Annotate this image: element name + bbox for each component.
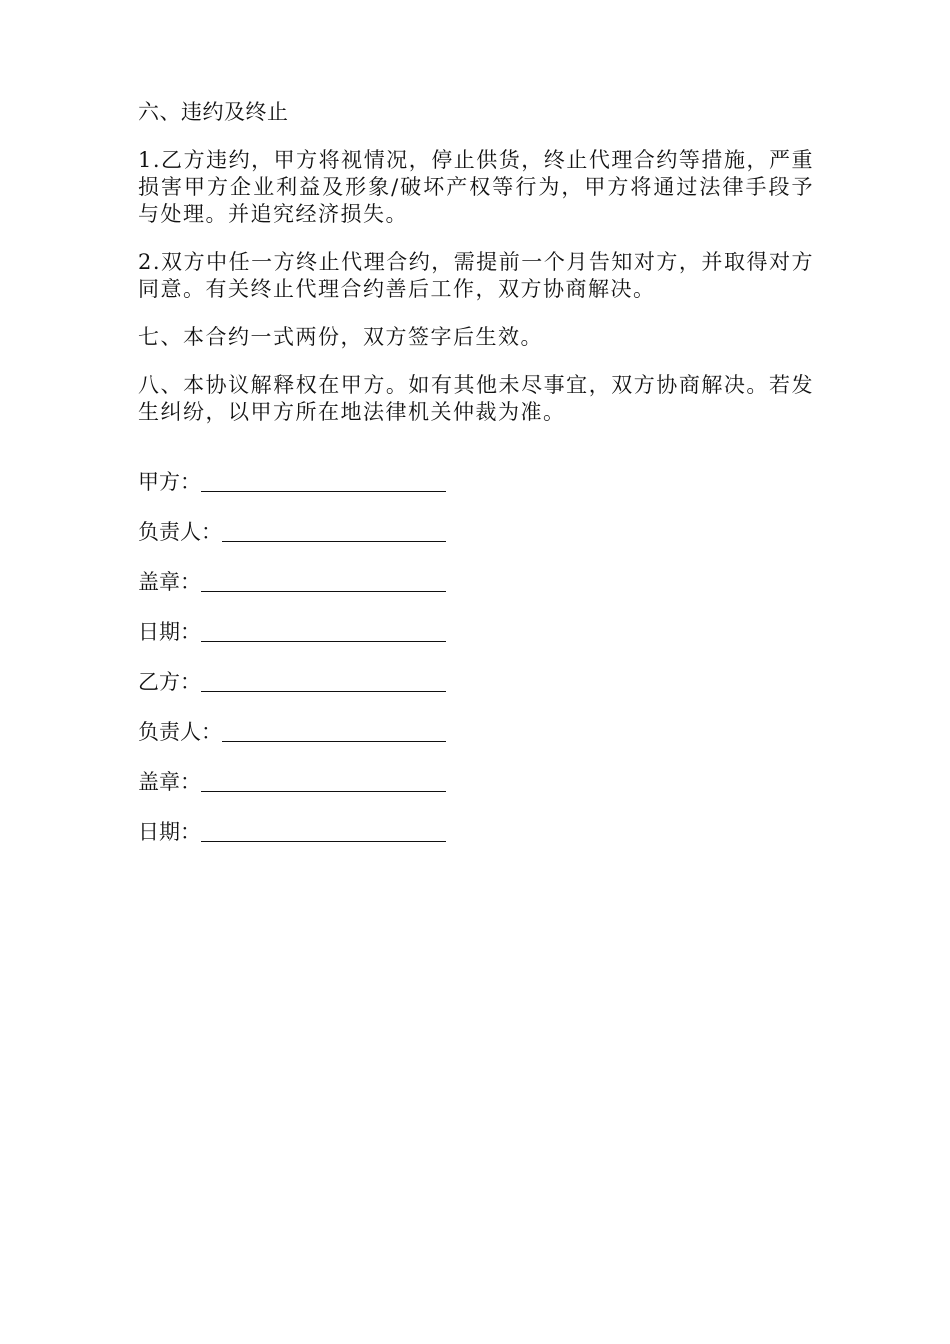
party-b-person-label: 负责人： xyxy=(138,720,222,744)
party-b-signature-line xyxy=(201,669,446,692)
signature-block xyxy=(138,447,838,847)
contract-body xyxy=(138,96,814,426)
party-a-date-row xyxy=(138,597,838,647)
party-b-person-row xyxy=(138,697,838,747)
party-b-date-row xyxy=(138,797,838,847)
party-b-date-line xyxy=(201,819,446,842)
party-a-signature-line xyxy=(201,469,446,492)
party-a-person-row xyxy=(138,497,838,547)
party-b-seal-line xyxy=(201,769,446,792)
party-a-person-label: 负责人： xyxy=(138,520,222,544)
party-a-row xyxy=(138,447,838,497)
party-b-seal-label: 盖章： xyxy=(138,770,201,794)
party-a-seal-label: 盖章： xyxy=(138,570,201,594)
party-a-date-label: 日期： xyxy=(138,620,201,644)
party-b-row xyxy=(138,647,838,697)
party-a-date-line xyxy=(201,619,446,642)
party-b-seal-row xyxy=(138,747,838,797)
party-b-person-signature-line xyxy=(222,719,446,742)
section-eight: 八、本协议解释权在甲方。如有其他未尽事宜，双方协商解决。若发生纠纷，以甲方所在地法律机关仲裁为准。 xyxy=(138,373,814,424)
party-a-seal-row xyxy=(138,547,838,597)
section-six-item-1: 1.乙方违约，甲方将视情况，停止供货，终止代理合约等措施，严重损害甲方企业利益及形象/破坏产权等行为，甲方将通过法律手段予与处理。并追究经济损失。 xyxy=(138,148,814,226)
section-seven: 七、本合约一式两份，双方签字后生效。 xyxy=(138,325,543,349)
party-a-label: 甲方： xyxy=(138,470,201,494)
section-six-item-2: 2.双方中任一方终止代理合约，需提前一个月告知对方，并取得对方同意。有关终止代理合约善后工作，双方协商解决。 xyxy=(138,250,814,301)
party-b-date-label: 日期： xyxy=(138,820,201,844)
party-a-person-signature-line xyxy=(222,519,446,542)
section-six-title: 六、违约及终止 xyxy=(138,100,289,124)
party-b-label: 乙方： xyxy=(138,670,201,694)
party-a-seal-line xyxy=(201,569,446,592)
